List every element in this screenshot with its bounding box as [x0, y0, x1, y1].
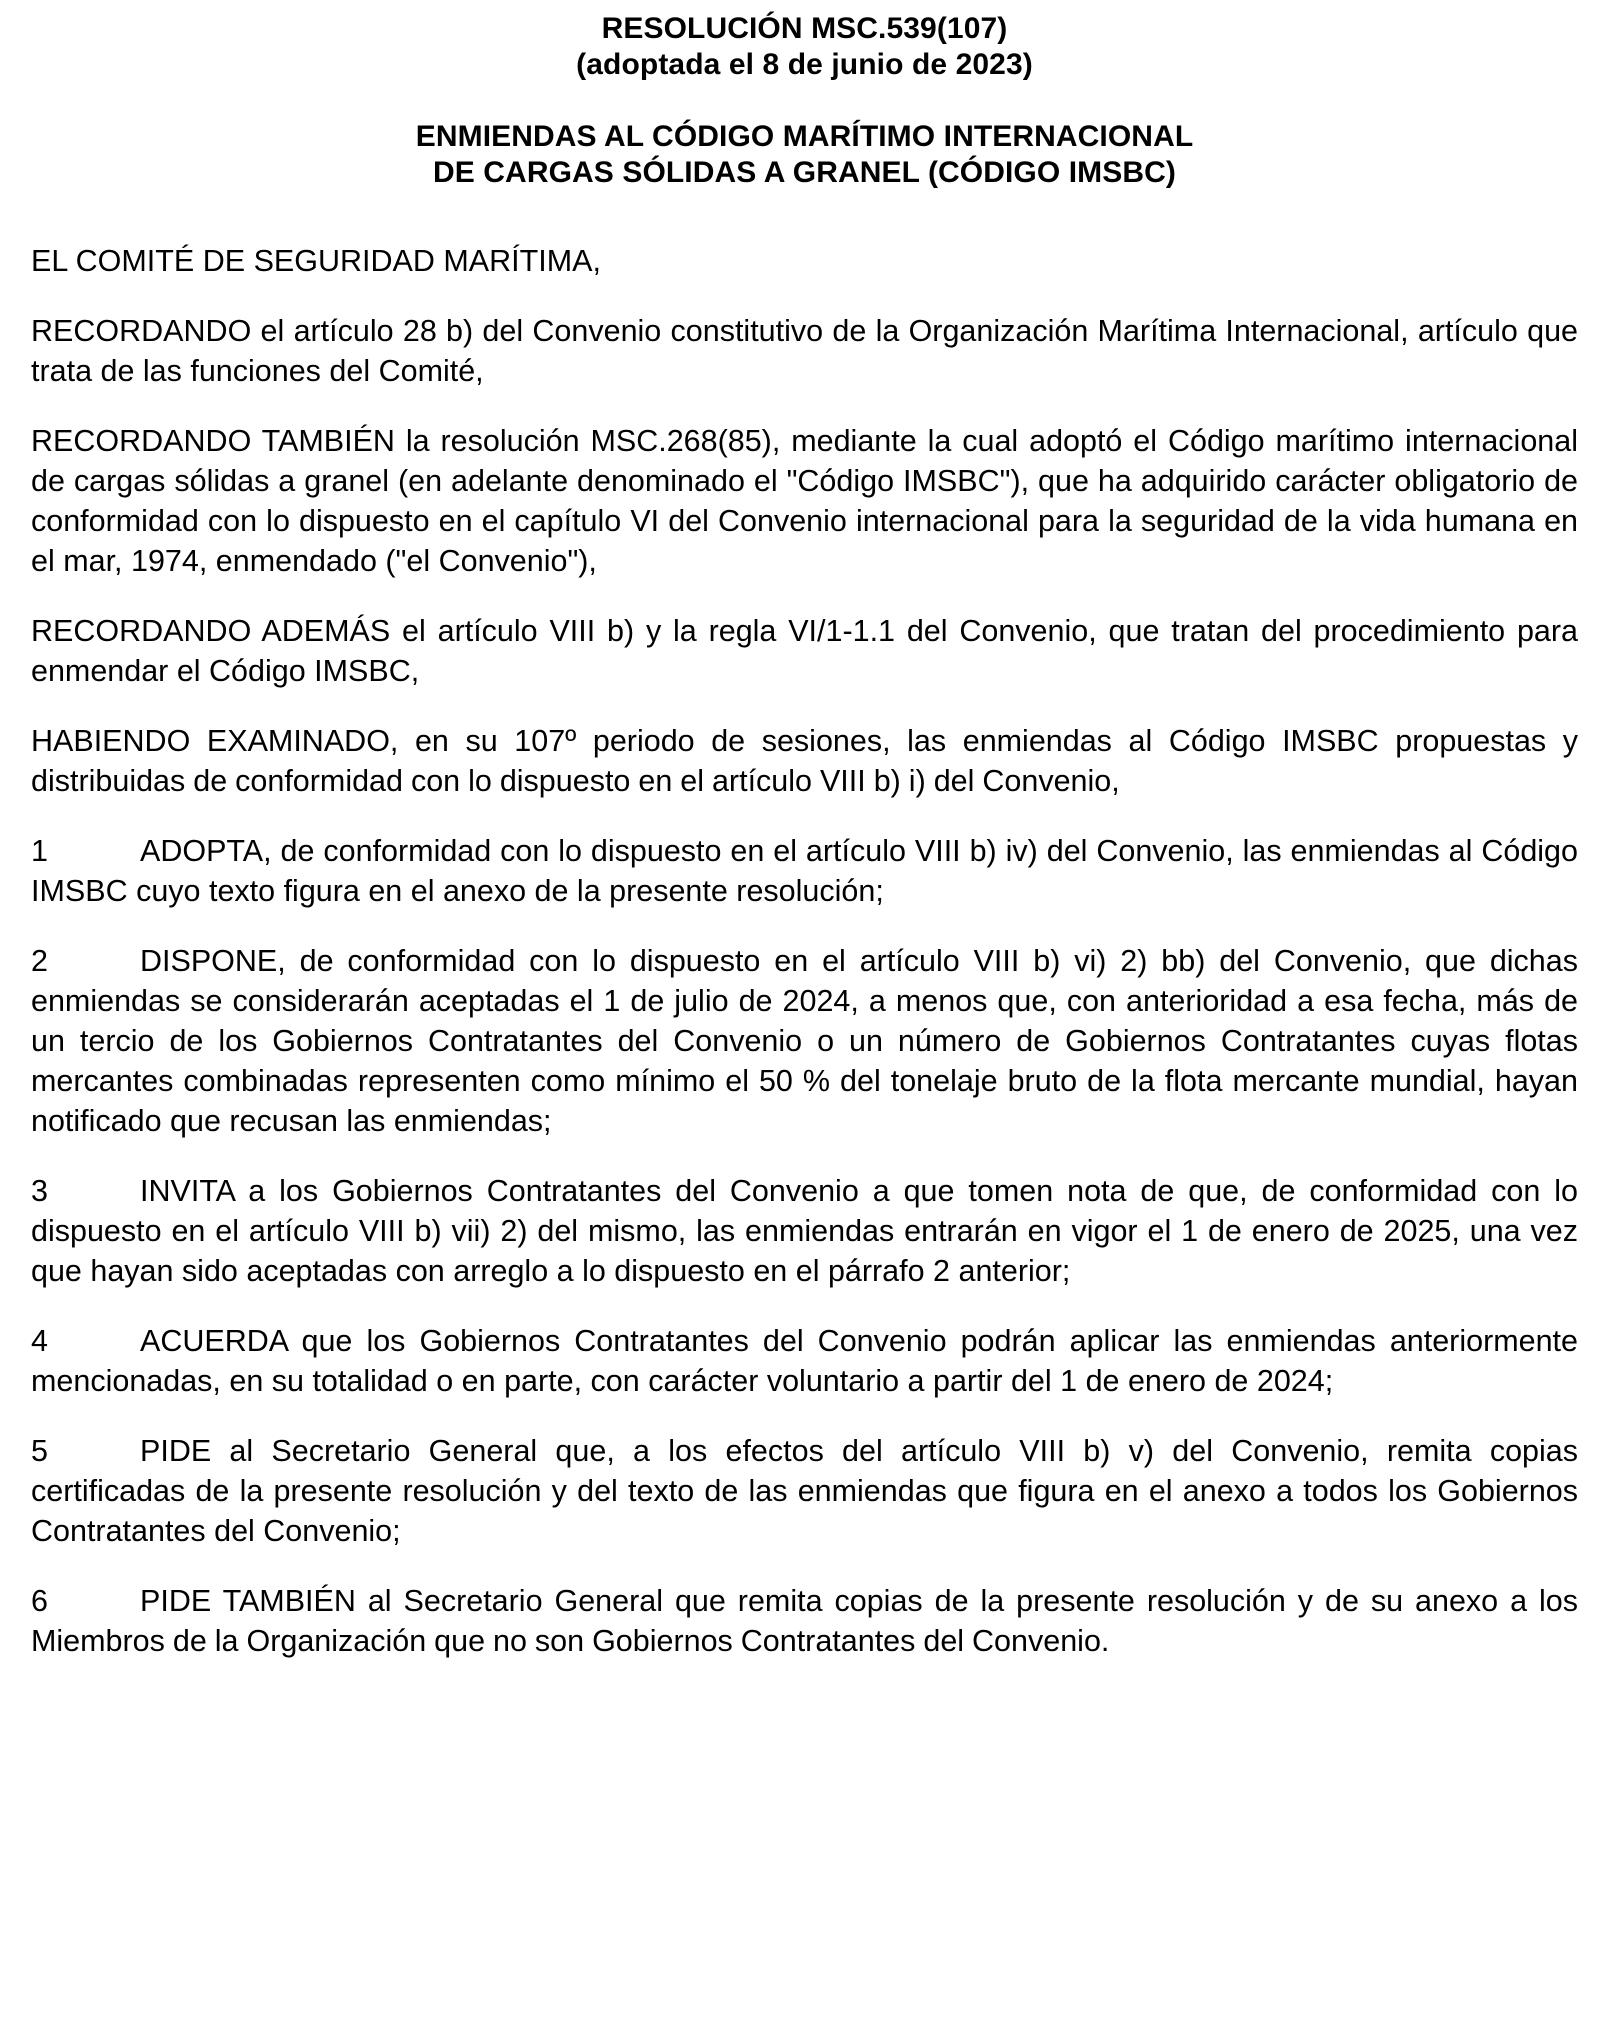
operative-paragraph-5	[31, 1431, 1578, 1551]
recital-paragraph-2: RECORDANDO TAMBIÉN la resolución MSC.268(85), mediante la cual adoptó el Código marítimo internacional de cargas sólidas a granel (en adelante denominado el "Código IMSBC"), que ha adquirido carácter obligatorio de conformidad con lo dispuesto en el capítulo VI del Convenio internacional para la seguridad de la vida humana en el mar, 1974, enmendado ("el Convenio"),	[31, 424, 1578, 578]
recital-paragraph-1: RECORDANDO el artículo 28 b) del Convenio constitutivo de la Organización Marítima Internacional, artículo que trata de las funciones del Comité,	[31, 314, 1578, 388]
body-opening-line: EL COMITÉ DE SEGURIDAD MARÍTIMA,	[31, 244, 601, 278]
resolution-title-block	[31, 0, 1578, 83]
operative-paragraph-text-4: ACUERDA que los Gobiernos Contratantes del Convenio podrán aplicar las enmiendas anteriormente mencionadas, en su totalidad o en parte, con carácter voluntario a partir del 1 de enero de 2024;	[31, 1324, 1578, 1398]
operative-paragraph-2	[31, 941, 1578, 1141]
operative-paragraph-3	[31, 1171, 1578, 1291]
resolution-subject-block	[31, 83, 1578, 191]
resolution-number-line: RESOLUCIÓN MSC.539(107)	[601, 12, 1008, 45]
resolution-adoption-date-line: (adoptada el 8 de junio de 2023)	[576, 48, 1033, 81]
operative-paragraph-number-3: 3	[31, 1174, 48, 1208]
operative-paragraph-text-5: PIDE al Secretario General que, a los efectos del artículo VIII b) v) del Convenio, remita copias certificadas de la presente resolución y del texto de las enmiendas que figura en el anexo a todos los Gobiernos Contratantes del Convenio;	[31, 1434, 1578, 1548]
resolution-subject-line-1: ENMIENDAS AL CÓDIGO MARÍTIMO INTERNACIONAL	[415, 120, 1194, 153]
operative-paragraph-6	[31, 1581, 1578, 1661]
resolution-subject-line-2: DE CARGAS SÓLIDAS A GRANEL (CÓDIGO IMSBC)	[432, 156, 1176, 189]
recital-paragraph-4: HABIENDO EXAMINADO, en su 107º periodo de sesiones, las enmiendas al Código IMSBC propuestas y distribuidas de conformidad con lo dispuesto en el artículo VIII b) i) del Convenio,	[31, 724, 1578, 798]
operative-paragraph-number-5: 5	[31, 1434, 48, 1468]
operative-paragraph-1	[31, 831, 1578, 911]
operative-paragraph-text-1: ADOPTA, de conformidad con lo dispuesto en el artículo VIII b) iv) del Convenio, las enmiendas al Código IMSBC cuyo texto figura en el anexo de la presente resolución;	[31, 834, 1578, 908]
document-body	[31, 191, 1578, 1661]
operative-paragraph-number-2: 2	[31, 944, 48, 978]
operative-paragraph-number-6: 6	[31, 1584, 48, 1618]
operative-paragraph-text-3: INVITA a los Gobiernos Contratantes del Convenio a que tomen nota de que, de conformidad con lo dispuesto en el artículo VIII b) vii) 2) del mismo, las enmiendas entrarán en vigor el 1 de enero de 2025, una vez que hayan sido aceptadas con arreglo a lo dispuesto en el párrafo 2 anterior;	[31, 1174, 1578, 1288]
operative-paragraph-text-6: PIDE TAMBIÉN al Secretario General que remita copias de la presente resolución y de su anexo a los Miembros de la Organización que no son Gobiernos Contratantes del Convenio.	[31, 1584, 1578, 1658]
operative-paragraph-4	[31, 1321, 1578, 1401]
operative-paragraph-number-1: 1	[31, 834, 48, 868]
recital-paragraph-3: RECORDANDO ADEMÁS el artículo VIII b) y la regla VI/1-1.1 del Convenio, que tratan del procedimiento para enmendar el Código IMSBC,	[31, 614, 1578, 688]
operative-paragraph-text-2: DISPONE, de conformidad con lo dispuesto en el artículo VIII b) vi) 2) bb) del Convenio, que dichas enmiendas se considerarán aceptadas el 1 de julio de 2024, a menos que, con anterioridad a esa fecha, más de un tercio de los Gobiernos Contratantes del Convenio o un número de Gobiernos Contratantes cuyas flotas mercantes combinadas representen como mínimo el 50 % del tonelaje bruto de la flota mercante mundial, hayan notificado que recusan las enmiendas;	[31, 944, 1578, 1138]
operative-paragraph-number-4: 4	[31, 1324, 48, 1358]
